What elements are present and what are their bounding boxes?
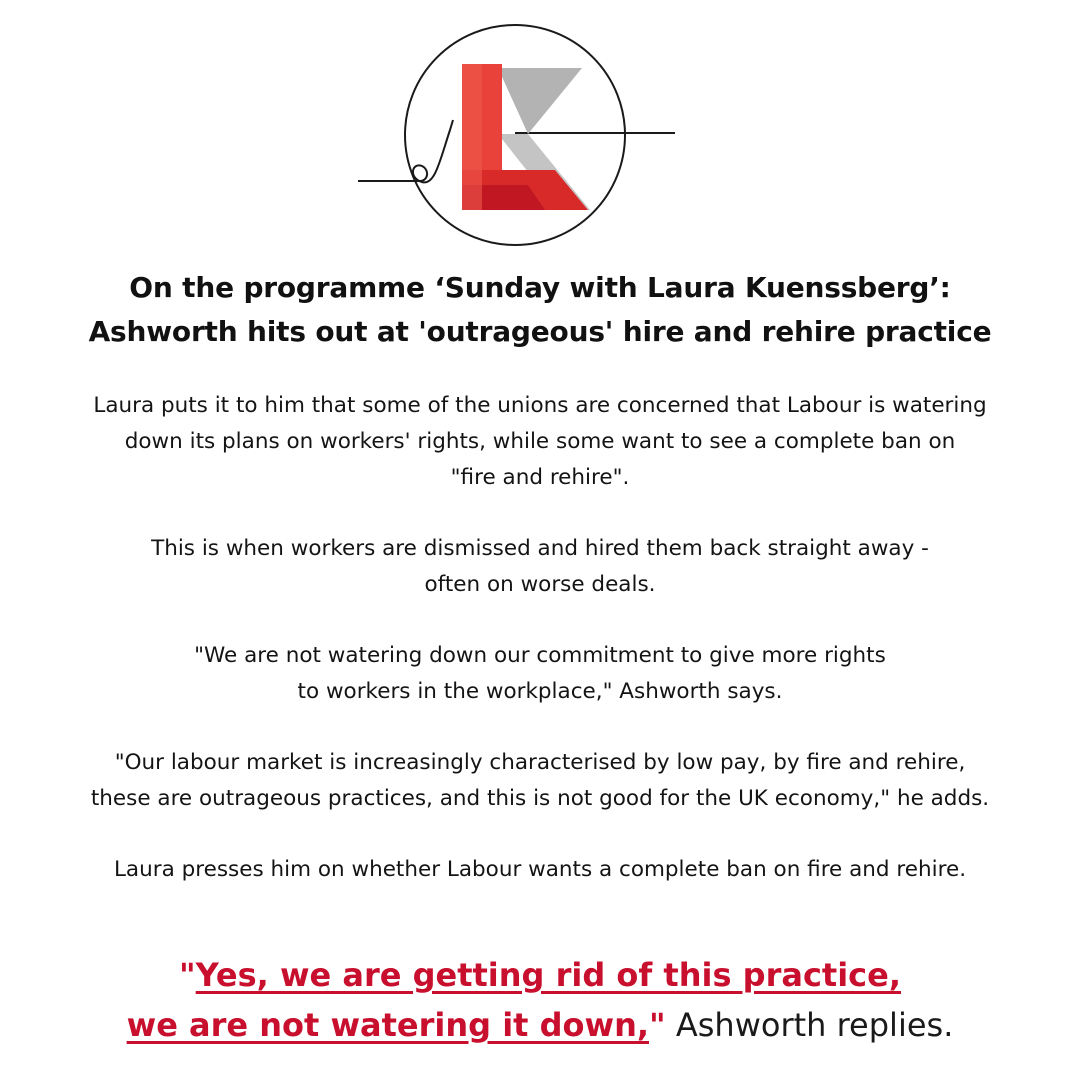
paragraph-line: "We are not watering down our commitment to give more rights <box>194 643 886 668</box>
quote-attribution: Ashworth replies. <box>665 1006 954 1044</box>
paragraph-line: down its plans on workers' rights, while some want to see a complete ban on <box>124 429 956 454</box>
paragraph-definition <box>0 531 1080 603</box>
paragraph-line: "Our labour market is increasingly characterised by low pay, by fire and rehire, <box>114 750 966 775</box>
quote-text-line-2: we are not watering it down, <box>126 1006 649 1044</box>
paragraph-line: Laura presses him on whether Labour wants a complete ban on fire and rehire. <box>113 857 967 882</box>
paragraph-line: these are outrageous practices, and this is not good for the UK economy," he adds. <box>90 786 990 811</box>
closing-quote-line-2 <box>0 1000 1080 1050</box>
lk-logo <box>350 20 690 260</box>
paragraph-commitment-quote <box>0 638 1080 710</box>
paragraph-line: Laura puts it to him that some of the unions are concerned that Labour is watering <box>93 393 987 418</box>
paragraph-line: This is when workers are dismissed and hired them back straight away - <box>151 536 929 561</box>
headline-line-1: On the programme ‘Sunday with Laura Kuenssberg’: <box>129 271 951 304</box>
paragraph-labour-market-quote <box>0 745 1080 817</box>
paragraph-line: "fire and rehire". <box>450 465 630 490</box>
quote-close-mark: " <box>649 1006 666 1044</box>
headline-line-2: Ashworth hits out at 'outrageous' hire and rehire practice <box>88 315 992 348</box>
paragraph-line: to workers in the workplace," Ashworth says. <box>297 679 783 704</box>
article-body <box>0 388 1080 923</box>
headline <box>0 266 1080 354</box>
paragraph-unions-concern <box>0 388 1080 496</box>
paragraph-laura-presses <box>0 852 1080 888</box>
quote-text-line-1: Yes, we are getting rid of this practice, <box>195 956 901 994</box>
closing-quote-line-1 <box>0 950 1080 1000</box>
quote-open-mark: " <box>179 956 196 994</box>
closing-quote <box>0 950 1080 1050</box>
paragraph-line: often on worse deals. <box>424 572 656 597</box>
